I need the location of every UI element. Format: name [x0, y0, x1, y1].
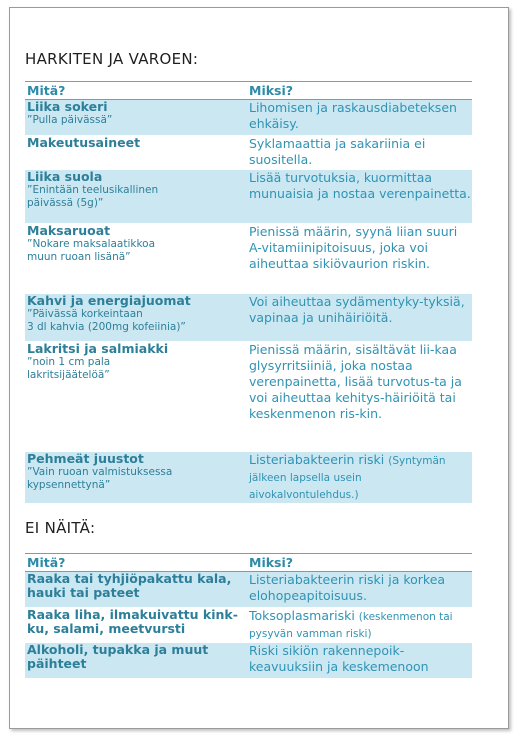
item-reason: Listeriabakteerin riski ja korkea elohopeapitoisuus. [249, 572, 446, 603]
table-row [25, 572, 472, 608]
item-name: Pehmeät juustot [27, 451, 144, 466]
item-name: Kahvi ja energiajuomat [27, 293, 191, 308]
item-reason: Riski sikiön rakennepoik-keavuuksiin ja keskemenoon [249, 643, 429, 674]
item-name: Lakritsi ja salmiakki [27, 341, 169, 356]
item-reason: Pienissä määrin, sisältävät lii-kaa glysyrritsiiniä, joka nostaa verenpainetta, lisää turvotus-ta ja voi aiheuttaa kehitys-häiriöitä tai keskenmenon ris-kin. [249, 342, 462, 421]
table-row [25, 100, 472, 136]
table-row [25, 136, 472, 170]
section-title-caution: HARKITEN JA VAROEN: [25, 50, 199, 68]
item-reason: Lihomisen ja raskausdiabeteksen ehkäisy. [249, 100, 457, 131]
section-title-avoid: EI NÄITÄ: [25, 519, 96, 537]
table-row [25, 452, 472, 504]
item-note: ”Vain ruoan valmistuksessa kypsennettynä” [27, 466, 173, 491]
item-name: Liika sokeri [27, 99, 108, 114]
item-reason-note: (keskenmenon tai pysyvän vamman riski) [249, 611, 453, 640]
item-name: Raaka liha, ilmakuivattu kink-ku, salami, meetvursti [27, 607, 238, 636]
caution-table [25, 81, 472, 504]
item-note: ”Enintään teelusikallinen päivässä (5g)” [27, 184, 159, 209]
item-reason-note: (Syntymän jälkeen lapsella usein aivokalvontulehdus.) [249, 455, 446, 501]
header-why: Miksi? [247, 554, 472, 572]
item-note: ”Pulla päivässä” [27, 114, 113, 126]
table-header-row [25, 554, 472, 572]
item-name: Makeutusaineet [27, 135, 141, 150]
item-name: Maksaruoat [27, 223, 111, 238]
header-what: Mitä? [25, 554, 247, 572]
item-reason: Pienissä määrin, syynä liian suuri A-vitamiinipitoisuus, joka voi aiheuttaa sikiövaurion riskin. [249, 224, 458, 271]
table-header-row [25, 82, 472, 100]
item-reason: Syklamaattia ja sakariinia ei suositella. [249, 136, 426, 167]
item-name: Alkoholi, tupakka ja muut päihteet [27, 642, 209, 671]
item-reason: Toksoplasmariski [249, 608, 359, 623]
table-row [25, 342, 472, 452]
header-why: Miksi? [247, 82, 472, 100]
item-reason: Voi aiheuttaa sydämentyky-tyksiä, vapinaa ja unihäiriöitä. [249, 294, 465, 325]
item-note: ”Päivässä korkeintaan 3 dl kahvia (200mg kofeiinia)” [27, 308, 186, 333]
table-row [25, 224, 472, 294]
item-reason: Listeriabakteerin riski [249, 452, 389, 467]
avoid-table [25, 553, 472, 679]
item-note: ”noin 1 cm pala lakritsijäätelöä” [27, 356, 111, 381]
item-reason: Lisää turvotuksia, kuormittaa munuaisia ja nostaa verenpainetta. [249, 170, 471, 201]
table-row [25, 608, 472, 643]
item-name: Liika suola [27, 169, 103, 184]
header-what: Mitä? [25, 82, 247, 100]
item-name: Raaka tai tyhjiöpakattu kala, hauki tai pateet [27, 571, 232, 600]
item-note: ”Nokare maksalaatikkoa muun ruoan lisänä” [27, 238, 156, 263]
table-row [25, 294, 472, 342]
table-row [25, 643, 472, 679]
table-row [25, 170, 472, 224]
